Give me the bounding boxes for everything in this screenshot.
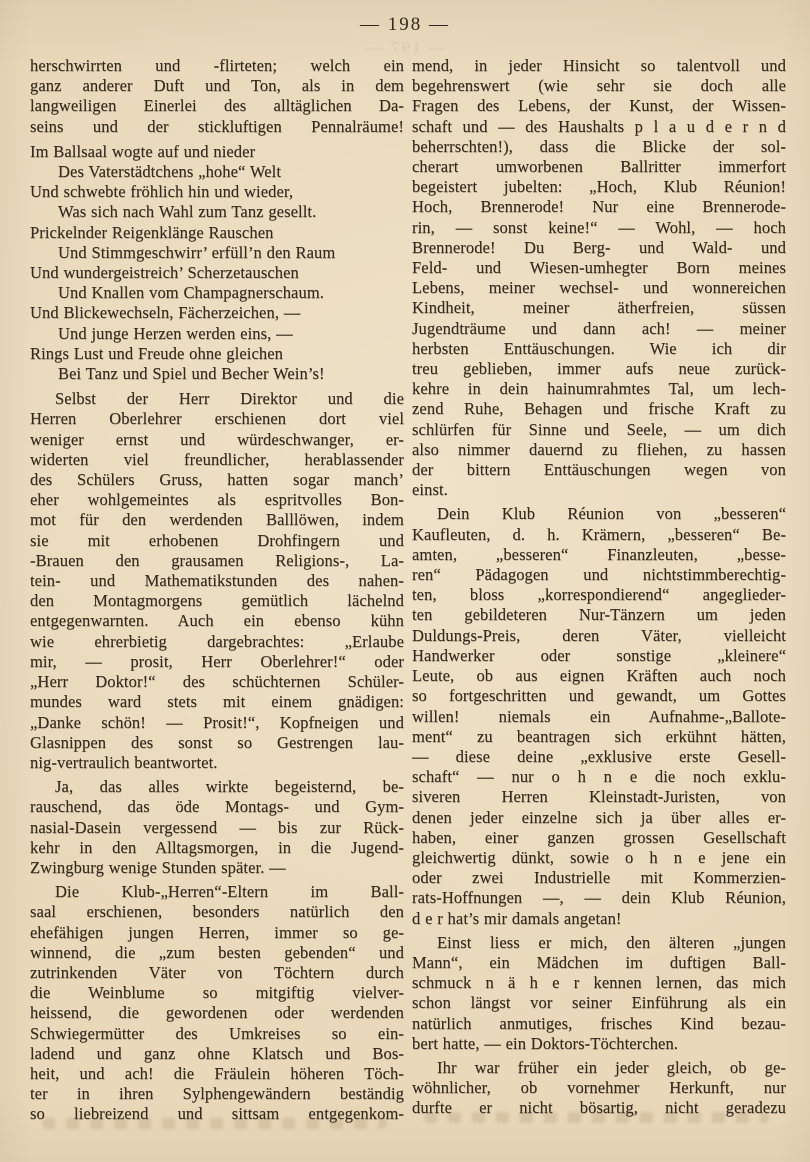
- text-line: Rings Lust und Freude ohne gleichen: [30, 343, 284, 363]
- paragraph: [30, 56, 404, 137]
- text-line: seins und der stickluftigen Pennalräume!: [30, 116, 404, 136]
- text-line: Prickelnder Reigenklänge Rauschen: [30, 222, 274, 242]
- paragraph: [30, 777, 404, 878]
- text-line: langweiligen Einerlei des alltäglichen Da-: [30, 96, 404, 116]
- paragraph: [30, 389, 404, 773]
- text-line: ten gebildeteren Nur-Tänzern um jeden: [412, 605, 786, 625]
- text-line: Zwingburg wenige Stunden später. —: [30, 857, 286, 877]
- text-line: Und wundergeistreich’ Scherzetauschen: [30, 263, 299, 283]
- text-line: Und Knallen vom Champagnerschaum.: [58, 283, 324, 303]
- poem-block: [30, 142, 404, 384]
- text-line: Schwiegermütter des Umkreises so ein-: [30, 1023, 404, 1043]
- text-line: Dein Klub Réunion von „besseren“: [437, 504, 786, 524]
- text-line: Kindheit, meiner ätherfreien, süssen: [412, 298, 786, 318]
- paragraph: [412, 1058, 786, 1119]
- text-line: natürlich anmutiges, frisches Kind bezau-: [412, 1013, 786, 1033]
- text-line: mir, — prosit, Herr Oberlehrer!“ oder: [30, 651, 404, 671]
- text-line: den Montagmorgens gemütlich lächelnd: [30, 591, 404, 611]
- paragraph: [30, 882, 404, 1124]
- text-line: so liebreizend und sittsam entgegenkom-: [30, 1104, 404, 1124]
- text-line: so fortgeschritten und gewandt, um Gottes: [412, 686, 786, 706]
- text-line: „Danke schön! — Prosit!“, Kopfneigen und: [30, 712, 404, 732]
- text-line: Die Klub-„Herren“-Eltern im Ball-: [55, 882, 404, 902]
- text-line: -Brauen den grausamen Religions-, La-: [30, 550, 404, 570]
- text-line: rin, — sonst keine!“ — Wohl, — hoch: [412, 217, 786, 237]
- text-line: wöhnlicher, ob vornehmer Herkunft, nur: [412, 1078, 786, 1098]
- text-line: amten, „besseren“ Finanzleuten, „besse-: [412, 544, 786, 564]
- text-line: ganz anderer Duft und Ton, als in dem: [30, 76, 404, 96]
- text-line: Hoch, Brennerode! Nur eine Brennerode-: [412, 197, 786, 217]
- text-line: Brennerode! Du Berg- und Wald- und: [412, 237, 786, 257]
- text-line: ren“ Pädagogen und nichtstimmberechtig-: [412, 565, 786, 585]
- text-line: durfte er nicht bösartig, nicht geradezu: [412, 1098, 786, 1118]
- text-line: Und Blickewechseln, Fächerzeichen, —: [30, 303, 301, 323]
- text-line: Einst liess er mich, den älteren „jungen: [437, 932, 786, 952]
- text-line: Jugendträume und dann ach! — meiner: [412, 318, 786, 338]
- text-line: herschwirrten und -flirteten; welch ein: [30, 56, 404, 75]
- text-line: widerten viel freundlicher, herablassender: [30, 449, 404, 469]
- text-line: ladend und ganz ohne Klatsch und Bos-: [30, 1043, 404, 1063]
- text-line: siveren Herren Kleinstadt-Juristen, von: [412, 787, 786, 807]
- text-line: Feld- und Wiesen-umhegter Born meines: [412, 258, 786, 278]
- text-line: haben, einer ganzen grossen Gesellschaft: [412, 827, 786, 847]
- text-line: Im Ballsaal wogte auf und nieder: [30, 141, 256, 161]
- text-line: willen! niemals ein Aufnahme-„Ballote-: [412, 706, 786, 726]
- text-line: wie ehrerbietig dargebrachtes: „Erlaube: [30, 631, 404, 651]
- text-line: Ja, das alles wirkte begeisternd, be-: [55, 777, 404, 797]
- text-line: winnend, die „zum besten gebenden“ und: [30, 942, 404, 962]
- text-line: d e r hat’s mir damals angetan!: [412, 908, 622, 928]
- text-line: ehefähigen jungen Herren, immer so ge-: [30, 922, 404, 942]
- text-line: Duldungs-Preis, deren Väter, vielleicht: [412, 625, 786, 645]
- text-line: heit, und ach! die Fräulein höheren Töch-: [30, 1063, 404, 1083]
- text-line: denen jeder einzelne sich ja über alles er-: [412, 807, 786, 827]
- text-line: Leute, ob aus eignen Kräften auch noch: [412, 666, 786, 686]
- text-line: Herren Oberlehrer erschienen dort viel: [30, 409, 404, 429]
- text-line: mend, in jeder Hinsicht so talentvoll und: [412, 56, 786, 75]
- text-line: Was sich nach Wahl zum Tanz gesellt.: [58, 202, 317, 222]
- paragraph: [412, 933, 786, 1054]
- text-line: Kaufleuten, d. h. Krämern, „besseren“ Be-: [412, 524, 786, 544]
- text-line: eher wohlgemeintes als espritvolles Bon-: [30, 490, 404, 510]
- text-line: sie mit erhobenen Drohfingern und: [30, 530, 404, 550]
- text-line: Ihr war früher ein jeder gleich, ob ge-: [437, 1057, 786, 1077]
- text-line: bert hatte, — ein Doktors-Töchterchen.: [412, 1033, 679, 1053]
- text-line: kehre in dein hainumrahmtes Tal, um lech-: [412, 379, 786, 399]
- left-column: [30, 56, 404, 1125]
- text-line: des Schülers Gruss, hatten sogar manch’: [30, 470, 404, 490]
- text-line: Bei Tanz und Spiel und Becher Wein’s!: [58, 364, 325, 384]
- text-line: entgegenwarnten. Auch ein ebenso kühn: [30, 611, 404, 631]
- text-line: heissend, die gewordenen oder werdenden: [30, 1003, 404, 1023]
- text-line: herbsten Enttäuschungen. Wie ich dir: [412, 338, 786, 358]
- text-line: mot für den werdenden Balllöwen, indem: [30, 510, 404, 530]
- text-line: ten, bloss „korrespondierend“ angeglieder-: [412, 585, 786, 605]
- text-line: schaft“ — nur o h n e die noch exklu-: [412, 767, 786, 787]
- text-line: ter in ihren Sylphengewändern beständig: [30, 1084, 404, 1104]
- text-line: Handwerker oder sonstige „kleinere“: [412, 645, 786, 665]
- text-line: Und Stimmgeschwirr’ erfüll’n den Raum: [58, 242, 336, 262]
- text-line: mundes ward stets mit einem gnädigen:: [30, 692, 404, 712]
- text-line: „Herr Doktor!“ des schüchternen Schüler-: [30, 672, 404, 692]
- text-line: schaft und — des Haushalts p l a u d e r n d: [412, 116, 786, 136]
- text-line: begeistert jubelten: „Hoch, Klub Réunion!: [412, 177, 786, 197]
- text-line: Fragen des Lebens, der Kunst, der Wissen-: [412, 96, 786, 116]
- text-line: rauschend, das öde Montags- und Gym-: [30, 797, 404, 817]
- text-line: Und junge Herzen werden eins, —: [58, 323, 293, 343]
- text-line: zutrinkenden Väter von Töchtern durch: [30, 962, 404, 982]
- text-line: nasial-Dasein vergessend — bis zur Rück-: [30, 817, 404, 837]
- text-line: saal erschienen, besonders natürlich den: [30, 902, 404, 922]
- text-line: schlürfen für Sinne und Seele, — um dich: [412, 419, 786, 439]
- text-line: der bittern Enttäuschungen wegen von: [412, 460, 786, 480]
- paragraph: [412, 504, 786, 928]
- text-line: cherart umworbenen Ballritter immerfort: [412, 157, 786, 177]
- text-line: gleichwertig dünkt, sowie o h n e jene ein: [412, 847, 786, 867]
- text-line: zend Ruhe, Behagen und frische Kraft zu: [412, 399, 786, 419]
- text-line: — diese deine „exklusive erste Gesell-: [412, 746, 786, 766]
- text-line: nig-vertraulich beantwortet.: [30, 752, 218, 772]
- text-line: treu geblieben, immer aufs neue zurück-: [412, 359, 786, 379]
- paragraph: [412, 56, 786, 500]
- text-line: rats-Hoffnungen —, — dein Klub Réunion,: [412, 888, 786, 908]
- text-line: tein- und Mathematikstunden des nahen-: [30, 571, 404, 591]
- text-line: einst.: [412, 480, 448, 500]
- text-line: kehr in den Alltagsmorgen, in die Jugend-: [30, 837, 404, 857]
- text-line: ment“ zu beantragen sich erkühnt hätten,: [412, 726, 786, 746]
- text-line: Glasnippen des sonst so Gestrengen lau-: [30, 732, 404, 752]
- text-line: Und schwebte fröhlich hin und wieder,: [30, 182, 294, 202]
- text-line: Des Vaterstädtchens „hohe“ Welt: [58, 162, 282, 182]
- text-line: oder zwei Industrielle mit Kommerzien-: [412, 868, 786, 888]
- text-line: also nimmer dauernd zu fliehen, zu hassen: [412, 439, 786, 459]
- show-through-page-number: — 197 —: [364, 38, 446, 57]
- text-line: Lebens, meiner wechsel- und wonnereichen: [412, 278, 786, 298]
- text-line: weniger ernst und würdeschwanger, er-: [30, 429, 404, 449]
- text-line: die Weinblume so mitgiftig vielver-: [30, 983, 404, 1003]
- text-line: schmuck n ä h e r kennen lernen, das mich: [412, 973, 786, 993]
- text-line: Selbst der Herr Direktor und die: [55, 389, 404, 409]
- text-line: begehrenswert (wie sehr sie doch alle: [412, 76, 786, 96]
- text-line: Mann“, ein Mädchen im duftigen Ball-: [412, 952, 786, 972]
- text-line: schon längst vor seiner Einführung als ein: [412, 993, 786, 1013]
- right-column: [412, 56, 786, 1119]
- text-line: beherrschten!), dass die Blicke der sol-: [412, 136, 786, 156]
- page-number: — 198 —: [360, 14, 450, 35]
